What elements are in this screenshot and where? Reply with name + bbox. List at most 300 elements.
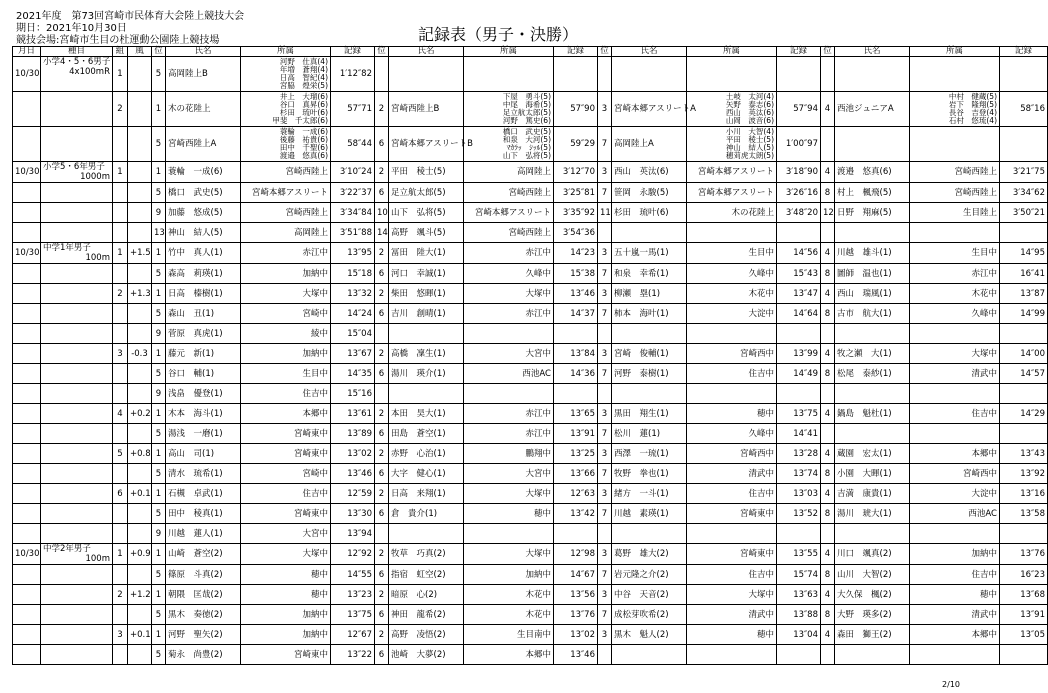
athlete-name: 蓑輪 一成(6): [166, 162, 241, 183]
event-cell: [41, 344, 113, 364]
athlete-name: 牧草 巧真(2): [389, 544, 464, 565]
record: 14″41: [777, 424, 821, 444]
record: 1′12″82: [331, 57, 375, 92]
athlete-name: 高山 司(1): [166, 444, 241, 464]
record: [777, 524, 821, 544]
event-cell: [41, 223, 113, 243]
place-cell: 3: [598, 544, 612, 565]
place-cell: 2: [375, 444, 389, 464]
place-cell: 3: [598, 444, 612, 464]
affiliation: 穂中: [241, 585, 331, 605]
athlete-name: 西山 英汰(6): [612, 162, 687, 183]
record: 14″37: [554, 304, 598, 324]
wind-cell: [128, 464, 152, 484]
affiliation: 久峰中: [464, 264, 554, 284]
athlete-name: [389, 384, 464, 404]
relay-members: [910, 92, 1000, 127]
affiliation: 本郷中: [241, 404, 331, 424]
heat-cell: [113, 223, 128, 243]
place-cell: 13: [152, 223, 166, 243]
record: 3′22″37: [331, 183, 375, 203]
affiliation: 赤江中: [464, 243, 554, 264]
relay-member: 岩下 隆翔(5): [948, 100, 997, 109]
event-cell: [41, 127, 113, 162]
affiliation: 住吉中: [910, 404, 1000, 424]
place-cell: 9: [152, 384, 166, 404]
affiliation: 宮崎西陸上: [910, 162, 1000, 183]
affiliation: 赤江中: [464, 404, 554, 424]
athlete-name: [835, 127, 910, 162]
wind-cell: [128, 183, 152, 203]
athlete-name: 本田 昊大(1): [389, 404, 464, 424]
athlete-name: 平田 稜士(5): [389, 162, 464, 183]
affiliation: [687, 524, 777, 544]
athlete-name: 宮崎本郷アスリートB: [389, 127, 464, 162]
place-cell: 8: [821, 264, 835, 284]
record: 14″55: [331, 565, 375, 585]
wind-cell: [128, 645, 152, 665]
heat-cell: 1: [113, 57, 128, 92]
date-cell: [13, 304, 41, 324]
athlete-name: 谷口 輔(1): [166, 364, 241, 384]
wind-cell: [128, 304, 152, 324]
affiliation: 宮崎本郷アスリート: [687, 162, 777, 183]
table-row: [13, 127, 1048, 162]
affiliation: 住吉中: [910, 565, 1000, 585]
athlete-name: 大野 瑛多(2): [835, 605, 910, 625]
athlete-name: 宮崎本郷アスリートA: [612, 92, 687, 127]
event-cell: [41, 544, 113, 565]
heat-cell: [113, 645, 128, 665]
record: 13″28: [777, 444, 821, 464]
heat-cell: 1: [113, 243, 128, 264]
athlete-name: [835, 324, 910, 344]
table-row: [13, 625, 1048, 645]
place-cell: 3: [598, 404, 612, 424]
athlete-name: [612, 57, 687, 92]
record: 12″67: [331, 625, 375, 645]
affiliation: 本郷中: [910, 625, 1000, 645]
date-cell: [13, 484, 41, 504]
place-cell: 6: [375, 183, 389, 203]
event-cell: [41, 203, 113, 223]
athlete-name: 宮崎西陸上B: [389, 92, 464, 127]
place-cell: [598, 524, 612, 544]
affiliation: 赤江中: [464, 424, 554, 444]
table-row: [13, 585, 1048, 605]
relay-member: 中村 健蔵(5): [948, 92, 997, 101]
record: 13″94: [331, 524, 375, 544]
place-cell: [821, 324, 835, 344]
place-cell: 3: [598, 92, 612, 127]
athlete-name: 宮崎西陸上A: [166, 127, 241, 162]
athlete-name: [835, 57, 910, 92]
relay-member: 山下 弘将(5): [502, 151, 551, 160]
athlete-name: 高岡陸上B: [166, 57, 241, 92]
affiliation: 宮崎東中: [241, 444, 331, 464]
athlete-name: 足立航太郎(5): [389, 183, 464, 203]
heat-cell: 3: [113, 625, 128, 645]
meta-line-event: 2021年度 第73回宮崎市民体育大会陸上競技大会: [16, 11, 245, 22]
athlete-name: [835, 524, 910, 544]
date-cell: [13, 92, 41, 127]
place-cell: 3: [598, 284, 612, 304]
heat-cell: 3: [113, 344, 128, 364]
athlete-name: 森田 獅王(2): [835, 625, 910, 645]
heat-cell: [113, 384, 128, 404]
relay-member: 甲斐 千太郎(6): [272, 116, 328, 125]
heat-cell: [113, 324, 128, 344]
affiliation: 久峰中: [687, 264, 777, 284]
athlete-name: 村上 楓飛(5): [835, 183, 910, 203]
event-cell: [41, 504, 113, 524]
record: [777, 645, 821, 665]
table-row: [13, 284, 1048, 304]
affiliation: 穂中: [241, 565, 331, 585]
relay-member: 長谷 吉登(4): [948, 108, 997, 117]
wind-cell: +0.2: [128, 404, 152, 424]
place-cell: 8: [821, 304, 835, 324]
record: [1000, 57, 1048, 92]
affiliation: [464, 524, 554, 544]
record: 3′50″21: [1000, 203, 1048, 223]
place-cell: 6: [375, 645, 389, 665]
column-header: 風: [128, 47, 152, 57]
athlete-name: [612, 645, 687, 665]
date-cell: [13, 127, 41, 162]
athlete-name: 杉田 琉叶(6): [612, 203, 687, 223]
athlete-name: 柴田 悠暉(1): [389, 284, 464, 304]
affiliation: 綾中: [241, 324, 331, 344]
affiliation: 穂中: [910, 585, 1000, 605]
place-cell: 7: [598, 565, 612, 585]
affiliation: [910, 57, 1000, 92]
affiliation: 大宮中: [464, 464, 554, 484]
record: 13″56: [554, 585, 598, 605]
place-cell: 3: [598, 344, 612, 364]
affiliation: 清武中: [687, 464, 777, 484]
record: 15″16: [331, 384, 375, 404]
athlete-name: 渡邉 悠真(6): [835, 162, 910, 183]
place-cell: 7: [598, 127, 612, 162]
athlete-name: 菅原 真虎(1): [166, 324, 241, 344]
record: 13″92: [1000, 464, 1048, 484]
athlete-name: [612, 384, 687, 404]
place-cell: 5: [152, 57, 166, 92]
affiliation: 高岡陸上: [464, 162, 554, 183]
heat-cell: 1: [113, 544, 128, 565]
table-row: [13, 183, 1048, 203]
heat-cell: [113, 565, 128, 585]
record: 13″67: [331, 344, 375, 364]
athlete-name: 小園 大暉(1): [835, 464, 910, 484]
heat-cell: [113, 127, 128, 162]
heat-cell: [113, 264, 128, 284]
place-cell: 6: [375, 304, 389, 324]
event-cell: [41, 524, 113, 544]
relay-member: 谷口 真昇(6): [279, 100, 328, 109]
event-cell: [41, 264, 113, 284]
record: 13″30: [331, 504, 375, 524]
affiliation: 宮崎西陸上: [241, 162, 331, 183]
affiliation: [910, 524, 1000, 544]
athlete-name: 森高 莉瑛(1): [166, 264, 241, 284]
wind-cell: [128, 605, 152, 625]
place-cell: 7: [598, 504, 612, 524]
record: 3′12″70: [554, 162, 598, 183]
record: 14″67: [554, 565, 598, 585]
place-cell: 4: [821, 484, 835, 504]
heat-cell: [113, 364, 128, 384]
wind-cell: [128, 384, 152, 404]
record: 16″41: [1000, 264, 1048, 284]
table-row: [13, 464, 1048, 484]
record: [777, 57, 821, 92]
record: 14″99: [1000, 304, 1048, 324]
table-row: [13, 424, 1048, 444]
event-distance: 100m: [85, 253, 110, 263]
affiliation: 住吉中: [241, 384, 331, 404]
athlete-name: 五十嵐一馬(1): [612, 243, 687, 264]
record: [1000, 424, 1048, 444]
column-header: 所属: [241, 47, 331, 57]
place-cell: 6: [375, 424, 389, 444]
affiliation: [687, 223, 777, 243]
record: 13″87: [1000, 284, 1048, 304]
place-cell: 4: [821, 344, 835, 364]
heat-cell: [113, 424, 128, 444]
record: 14″49: [777, 364, 821, 384]
athlete-name: 松川 蓮(1): [612, 424, 687, 444]
event-cell: [41, 92, 113, 127]
event-cell: [41, 464, 113, 484]
table-row: [13, 324, 1048, 344]
athlete-name: 神山 結人(5): [166, 223, 241, 243]
wind-cell: +1.5: [128, 243, 152, 264]
place-cell: 2: [375, 544, 389, 565]
affiliation: 久峰中: [687, 424, 777, 444]
athlete-name: [389, 524, 464, 544]
place-cell: 8: [821, 183, 835, 203]
table-row: [13, 344, 1048, 364]
affiliation: 穂中: [464, 504, 554, 524]
event-name: 中学1年男子: [43, 243, 91, 253]
table-row: [13, 444, 1048, 464]
wind-cell: [128, 223, 152, 243]
athlete-name: 圖師 温也(1): [835, 264, 910, 284]
place-cell: 3: [598, 243, 612, 264]
affiliation: 加納中: [241, 264, 331, 284]
record: [1000, 384, 1048, 404]
athlete-name: 西山 瑞風(1): [835, 284, 910, 304]
table-row: [13, 484, 1048, 504]
athlete-name: 河口 幸誠(1): [389, 264, 464, 284]
table-row: [13, 544, 1048, 565]
record: 13″63: [777, 585, 821, 605]
place-cell: 5: [152, 424, 166, 444]
record: 13″42: [554, 504, 598, 524]
athlete-name: 山川 大智(2): [835, 565, 910, 585]
place-cell: 9: [152, 324, 166, 344]
table-row: [13, 57, 1048, 92]
athlete-name: 篠原 斗真(2): [166, 565, 241, 585]
record: 14″00: [1000, 344, 1048, 364]
column-header: 記録: [554, 47, 598, 57]
affiliation: 清武中: [687, 605, 777, 625]
wind-cell: [128, 127, 152, 162]
record: 13″03: [777, 484, 821, 504]
relay-member: 穂苅虎太朗(5): [725, 151, 774, 160]
column-header: 位: [152, 47, 166, 57]
affiliation: 加納中: [464, 565, 554, 585]
wind-cell: +0.8: [128, 444, 152, 464]
wind-cell: [128, 92, 152, 127]
place-cell: 7: [598, 304, 612, 324]
event-distance: 1000m: [80, 172, 110, 182]
athlete-name: [612, 223, 687, 243]
record: 14″35: [331, 364, 375, 384]
place-cell: 8: [821, 504, 835, 524]
record: 13″91: [554, 424, 598, 444]
record: 12″59: [331, 484, 375, 504]
relay-member: 小川 大智(4): [725, 127, 774, 136]
event-cell: [41, 444, 113, 464]
record: 14″24: [331, 304, 375, 324]
place-cell: 2: [375, 344, 389, 364]
relay-member: 和泉 大河(5): [502, 135, 551, 144]
athlete-name: 池崎 大夢(2): [389, 645, 464, 665]
table-row: [13, 524, 1048, 544]
place-cell: 2: [375, 484, 389, 504]
column-header: 所属: [464, 47, 554, 57]
athlete-name: 河野 泰樹(1): [612, 364, 687, 384]
affiliation: 宮崎西陸上: [464, 223, 554, 243]
date-cell: [13, 585, 41, 605]
place-cell: 1: [152, 162, 166, 183]
column-header: 記録: [331, 47, 375, 57]
event-distance: 4x100mR: [69, 67, 110, 77]
place-cell: 8: [821, 464, 835, 484]
athlete-name: 黒木 奏徳(2): [166, 605, 241, 625]
event-cell: [41, 424, 113, 444]
place-cell: 6: [375, 127, 389, 162]
record: 13″46: [554, 284, 598, 304]
affiliation: 大塚中: [464, 284, 554, 304]
athlete-name: 川越 蓮人(1): [166, 524, 241, 544]
heat-cell: [113, 203, 128, 223]
athlete-name: 吉川 創晴(1): [389, 304, 464, 324]
affiliation: [687, 324, 777, 344]
relay-member: 土岐 太河(4): [725, 92, 774, 101]
heat-cell: [113, 605, 128, 625]
date-cell: [13, 565, 41, 585]
athlete-name: [612, 524, 687, 544]
column-header: 記録: [777, 47, 821, 57]
event-cell: [41, 605, 113, 625]
place-cell: 4: [821, 92, 835, 127]
record: 3′10″24: [331, 162, 375, 183]
affiliation: 宮崎西中: [910, 464, 1000, 484]
place-cell: 5: [152, 264, 166, 284]
table-body: [13, 57, 1048, 665]
relay-members: [464, 92, 554, 127]
athlete-name: 朝隈 匡哉(2): [166, 585, 241, 605]
place-cell: 8: [821, 605, 835, 625]
athlete-name: 日高 榛樹(1): [166, 284, 241, 304]
relay-members: [687, 127, 777, 162]
affiliation: [464, 384, 554, 404]
athlete-name: 黒木 魁人(2): [612, 625, 687, 645]
relay-member: 西山 英汰(6): [725, 108, 774, 117]
place-cell: 6: [375, 264, 389, 284]
athlete-name: 鍋島 魁杜(1): [835, 404, 910, 424]
event-cell: [41, 364, 113, 384]
date-cell: [13, 524, 41, 544]
athlete-name: 神田 龍希(2): [389, 605, 464, 625]
affiliation: 宮崎西中: [687, 444, 777, 464]
place-cell: 2: [375, 585, 389, 605]
record: 14″56: [777, 243, 821, 264]
date-cell: [13, 183, 41, 203]
date-cell: [13, 364, 41, 384]
column-header: 氏名: [389, 47, 464, 57]
heat-cell: 1: [113, 162, 128, 183]
affiliation: 清武中: [910, 364, 1000, 384]
record: 3′35″92: [554, 203, 598, 223]
place-cell: 1: [152, 92, 166, 127]
record: 15″43: [777, 264, 821, 284]
affiliation: 住吉中: [241, 484, 331, 504]
relay-members: [241, 92, 331, 127]
place-cell: [598, 223, 612, 243]
table-row: [13, 504, 1048, 524]
event-cell: [41, 183, 113, 203]
record: 13″99: [777, 344, 821, 364]
affiliation: 西池AC: [464, 364, 554, 384]
record: 58″16: [1000, 92, 1048, 127]
wind-cell: [128, 203, 152, 223]
affiliation: 宮崎東中: [241, 645, 331, 665]
affiliation: 宮崎本郷アスリート: [241, 183, 331, 203]
athlete-name: 暗原 心(2): [389, 585, 464, 605]
athlete-name: 川口 颯真(2): [835, 544, 910, 565]
place-cell: 3: [598, 585, 612, 605]
affiliation: [464, 57, 554, 92]
place-cell: 6: [375, 364, 389, 384]
place-cell: 4: [821, 162, 835, 183]
wind-cell: [128, 162, 152, 183]
table-row: [13, 404, 1048, 424]
wind-cell: -0.3: [128, 344, 152, 364]
place-cell: 7: [598, 364, 612, 384]
athlete-name: 藤元 新(1): [166, 344, 241, 364]
affiliation: 木花中: [464, 605, 554, 625]
affiliation: 住吉中: [687, 484, 777, 504]
record: [1000, 127, 1048, 162]
athlete-name: 中谷 天音(2): [612, 585, 687, 605]
record: 13″46: [331, 464, 375, 484]
place-cell: 4: [821, 625, 835, 645]
affiliation: 宮崎本郷アスリート: [464, 203, 554, 223]
table-row: [13, 162, 1048, 183]
relay-member: 山岡 波音(6): [725, 116, 774, 125]
place-cell: 5: [152, 605, 166, 625]
event-cell: [41, 57, 113, 92]
place-cell: 1: [152, 243, 166, 264]
record: 13″65: [554, 404, 598, 424]
record: 13″55: [777, 544, 821, 565]
date-cell: [13, 404, 41, 424]
